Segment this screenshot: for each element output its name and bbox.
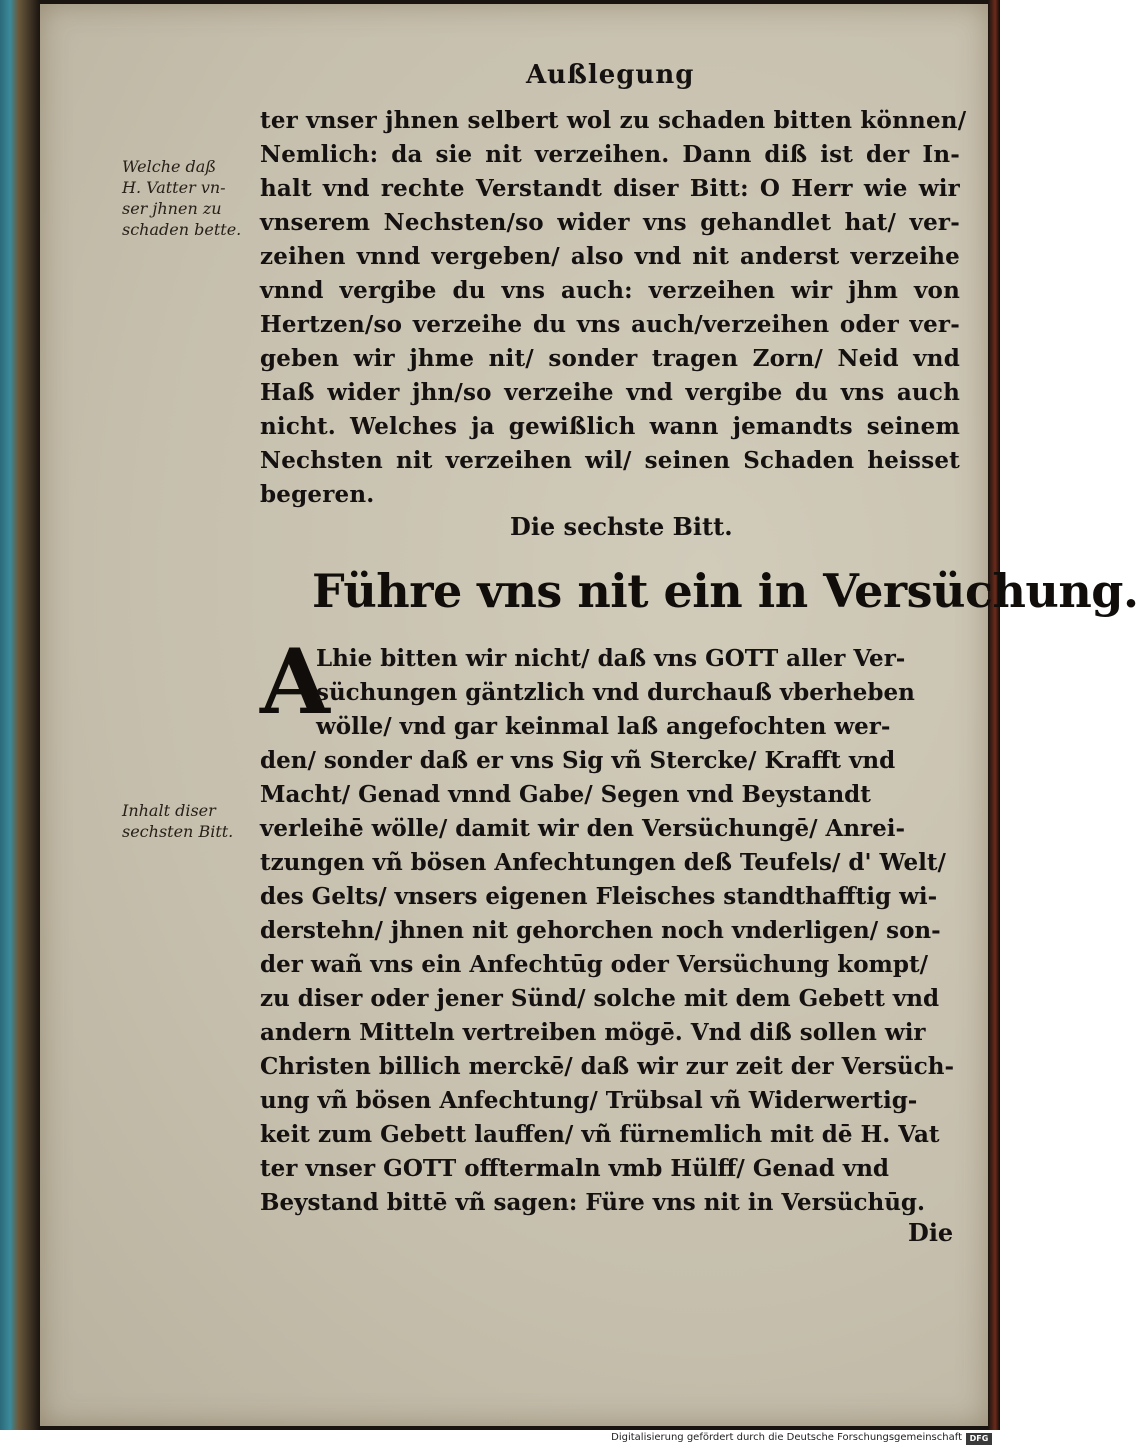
section-heading: Die sechste Bitt. — [510, 512, 733, 541]
text-line: der wañ vns ein Anfechtūg oder Versüchung kompt/ — [260, 951, 928, 978]
text-line: derstehn/ jhnen nit gehorchen noch vnderligen/ son- — [260, 917, 941, 944]
marginal-line: schaden bette. — [122, 220, 242, 239]
marginal-line: Inhalt diser — [122, 801, 216, 820]
text-line: zeihen vnnd vergeben/ also vnd nit anderst verzeihe — [260, 243, 960, 270]
marginal-line: Welche daß — [122, 157, 217, 176]
text-line: den/ sonder daß er vns Sig vñ Stercke/ Krafft vnd — [260, 747, 896, 774]
marginal-note-1 — [122, 156, 252, 240]
text-line: Christen billich merckē/ daß wir zur zeit der Versüch- — [260, 1053, 955, 1080]
text-line: Nechsten nit verzeihen wil/ seinen Schaden heisset — [260, 447, 960, 474]
body-text-block — [260, 642, 960, 1220]
text-line: Beystand bittē vñ sagen: Füre vns nit in Versüchūg. — [260, 1189, 926, 1216]
text-line: Nemlich: da sie nit verzeihen. Dann diß ist der In- — [260, 141, 960, 168]
book-fore-edge — [988, 0, 1000, 1430]
text-line: ter vnser jhnen selbert wol zu schaden bitten können/ — [260, 107, 967, 134]
text-line: begeren. — [260, 481, 375, 508]
chapter-title: Führe vns nit ein in Versüchung. — [312, 564, 1139, 618]
text-line: Hertzen/so verzeihe du vns auch/verzeihen oder ver- — [260, 311, 960, 338]
text-line: tzungen vñ bösen Anfechtungen deß Teufels/ d' Welt/ — [260, 849, 946, 876]
top-text-block — [260, 104, 967, 512]
running-head: Außlegung — [526, 60, 695, 90]
text-line: Haß wider jhn/so verzeihe vnd vergibe du vns auch — [260, 379, 960, 406]
marginal-note-2 — [122, 800, 252, 842]
text-line: des Gelts/ vnsers eigenen Fleisches standthafftig wi- — [260, 883, 938, 910]
marginal-line: sechsten Bitt. — [122, 822, 234, 841]
text-line: wölle/ vnd gar keinmal laß angefochten wer- — [316, 713, 891, 740]
text-line: ung vñ bösen Anfechtung/ Trübsal vñ Widerwertig- — [260, 1087, 918, 1114]
marginal-line: H. Vatter vn- — [122, 178, 226, 197]
text-line: andern Mitteln vertreiben mögē. Vnd diß sollen wir — [260, 1019, 926, 1046]
text-line: verleihē wölle/ damit wir den Versüchungē/ Anrei- — [260, 815, 906, 842]
text-line: ter vnser GOTT offtermaln vmb Hülff/ Genad vnd — [260, 1155, 889, 1182]
text-line: Lhie bitten wir nicht/ daß vns GOTT aller Ver- — [316, 645, 906, 672]
text-line: keit zum Gebett lauffen/ vñ fürnemlich mit dē H. Vat — [260, 1121, 940, 1148]
text-line: vnserem Nechsten/so wider vns gehandlet hat/ ver- — [260, 209, 960, 236]
footer-credit: Digitalisierung gefördert durch die Deutsche Forschungsgemeinschaft — [611, 1432, 962, 1443]
text-line: zu diser oder jener Sünd/ solche mit dem Gebett vnd — [260, 985, 940, 1012]
marginal-line: ser jhnen zu — [122, 199, 222, 218]
text-line: nicht. Welches ja gewißlich wann jemandts seinem — [260, 413, 960, 440]
text-line: vnnd vergibe du vns auch: verzeihen wir jhm von — [260, 277, 960, 304]
dfg-logo: DFG — [966, 1433, 992, 1445]
text-line: süchungen gäntzlich vnd durchauß vberheben — [316, 679, 915, 706]
text-line: Macht/ Genad vnnd Gabe/ Segen vnd Beystandt — [260, 781, 871, 808]
text-line: halt vnd rechte Verstandt diser Bitt: O Herr wie wir — [260, 175, 960, 202]
catchword: Die — [908, 1218, 954, 1247]
drop-capital: A — [260, 629, 330, 735]
text-line: geben wir jhme nit/ sonder tragen Zorn/ Neid vnd — [260, 345, 960, 372]
book-spine-edge — [0, 0, 40, 1430]
